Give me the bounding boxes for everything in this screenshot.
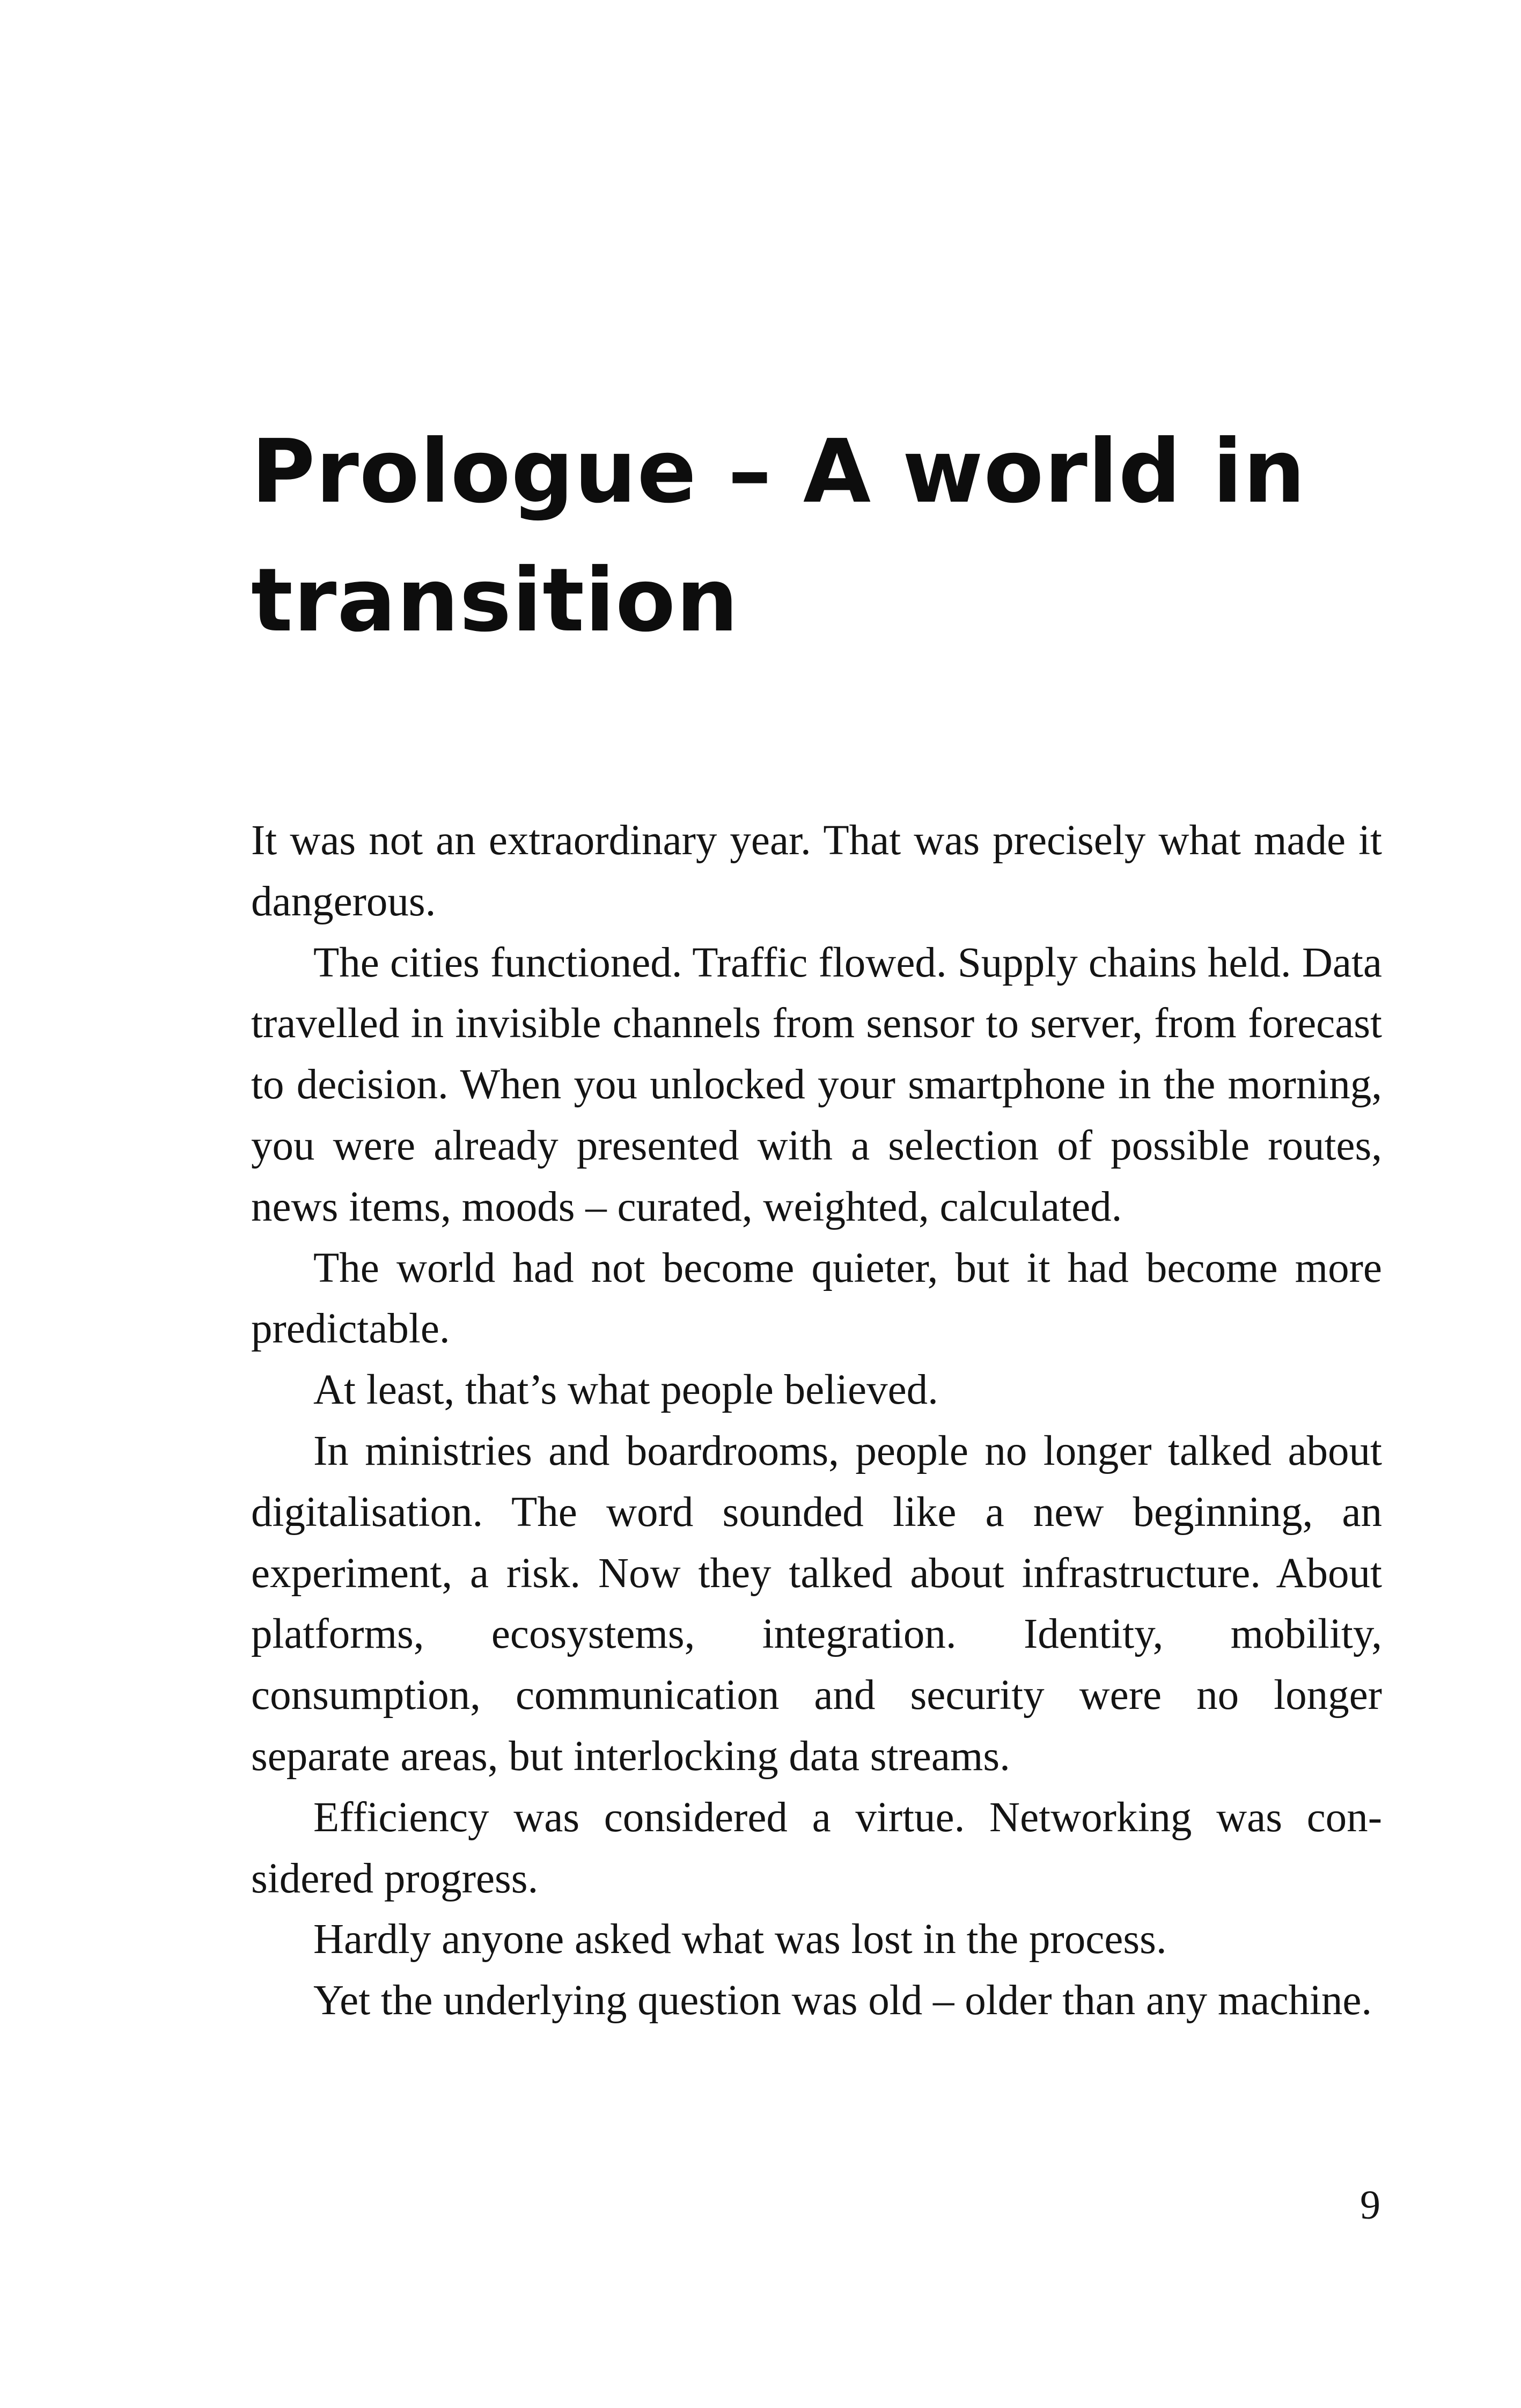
paragraph: The cities functioned. Traffic flowed. Supply chains held. Data travelled in invisible channels from sensor to server, from forecast to decision. When you unlocked your smartphone in the morning, you were already presented with a selection of possible routes, news items, moods – curated, weighted, calculated. (251, 939, 1382, 1230)
paragraph: Hardly anyone asked what was lost in the process. (313, 1916, 1167, 1963)
paragraph: Yet the underlying question was old – older than any machine. (313, 1977, 1372, 2024)
paragraph: It was not an extraordinary year. That was precisely what made it dangerous. (251, 817, 1382, 925)
paragraph: In ministries and boardrooms, people no longer talked about digitalisation. The word sounded like a new beginning, an experiment, a risk. Now they talked about infrastructure. About platforms, ecosystems, integration. Identity, mobility, consumption, communication and security were no longer separate areas, but interlocking data streams. (251, 1427, 1382, 1780)
paragraph: At least, that’s what people believed. (313, 1367, 938, 1414)
page-number: 9 (1360, 2183, 1380, 2228)
paragraph: The world had not become quieter, but it had become more predictable. (251, 1244, 1382, 1353)
chapter-body (251, 810, 1382, 2031)
paragraph: Efficiency was considered a virtue. Networking was considered progress. (251, 1794, 1382, 1902)
chapter-title: Prologue – A world in transition (251, 421, 1306, 651)
